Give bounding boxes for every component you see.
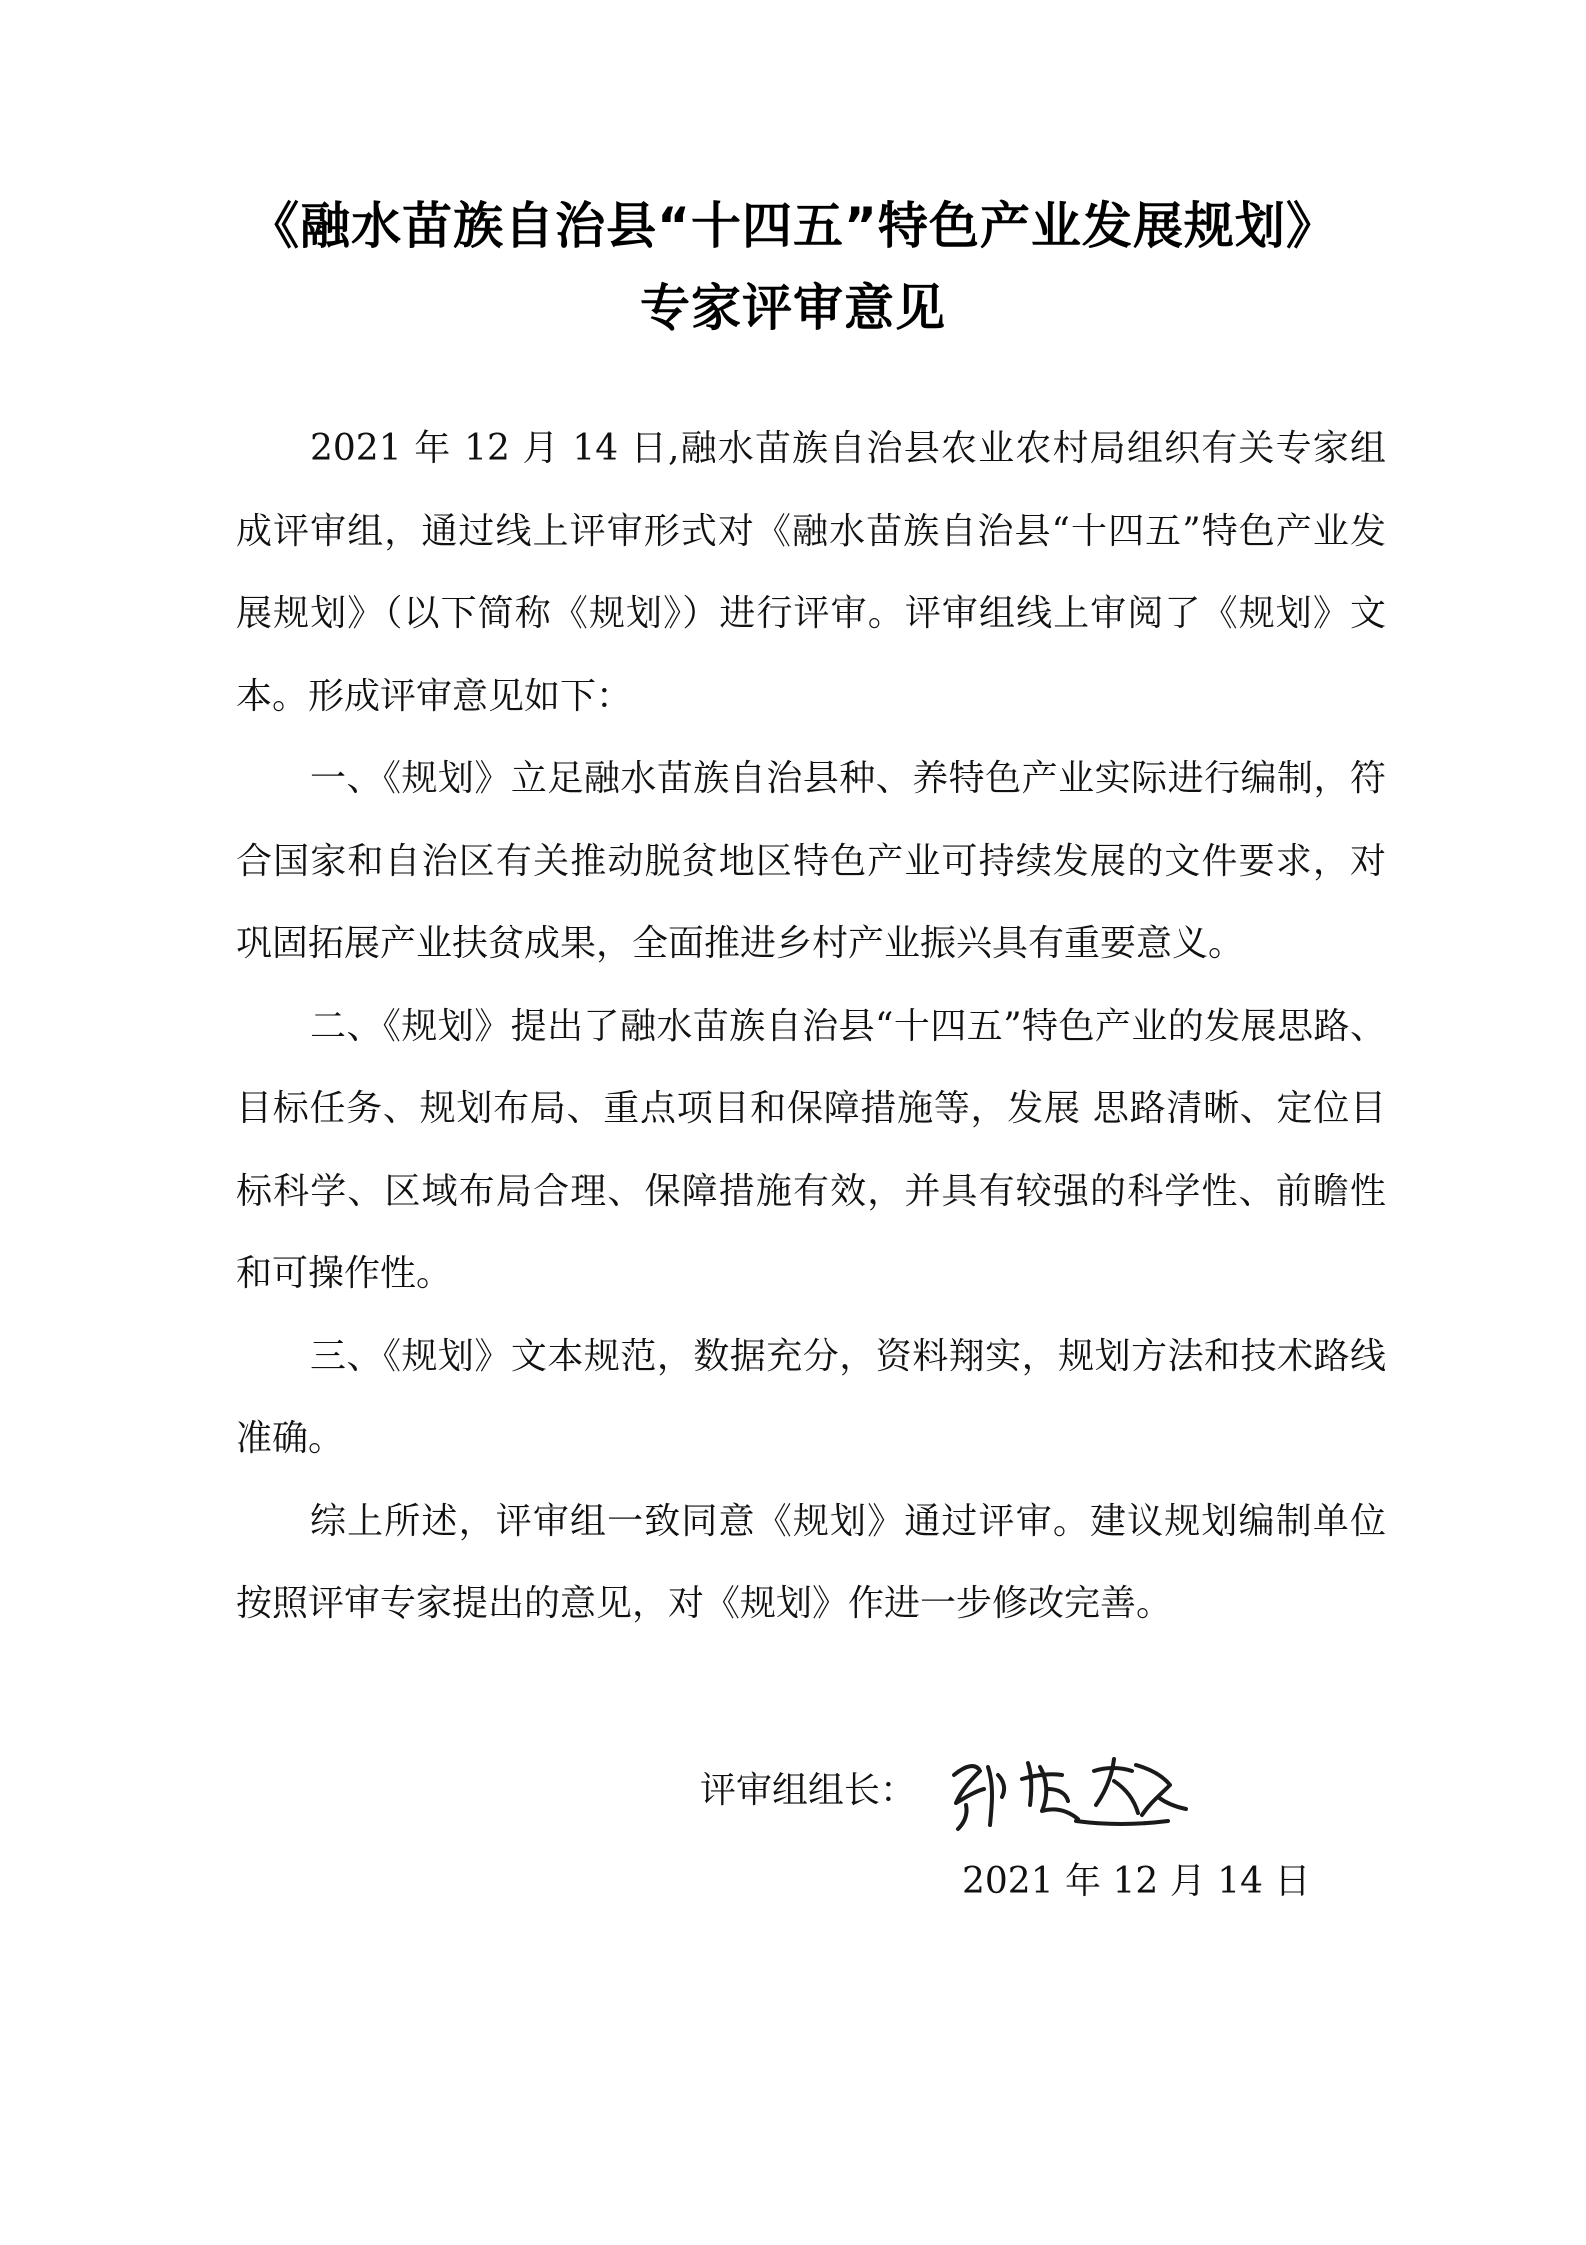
paragraph-opinion-3: 三、《规划》文本规范，数据充分，资料翔实，规划方法和技术路线准确。: [236, 1335, 1386, 1459]
signature-block: [700, 1745, 1260, 1835]
signature-label: 评审组组长：: [700, 1770, 917, 1811]
paragraph-conclusion: 综上所述，评审组一致同意《规划》通过评审。建议规划编制单位按照评审专家提出的意见，对《规划》作进一步修改完善。: [236, 1500, 1386, 1624]
document-date: 2021 年 12 月 14 日: [962, 1861, 1311, 1902]
paragraph-intro: 2021 年 12 月 14 日,融水苗族自治县农业农村局组织有关专家组成评审组，通过线上评审形式对《融水苗族自治县“十四五”特色产业发展规划》（以下简称《规划》）进行评审。评审组线上审阅了《规划》文本。形成评审意见如下：: [236, 428, 1386, 717]
paragraph-opinion-1: 一、《规划》立足融水苗族自治县种、养特色产业实际进行编制，符合国家和自治区有关推动脱贫地区特色产业可持续发展的文件要求，对巩固拓展产业扶贫成果，全面推进乡村产业振兴具有重要意义。: [236, 758, 1386, 964]
paragraph-opinion-2: 二、《规划》提出了融水苗族自治县“十四五”特色产业的发展思路、目标任务、规划布局、重点项目和保障措施等，发展 思路清晰、定位目标科学、区域布局合理、保障措施有效，并具有较强的科学性、前瞻性和可操作性。: [236, 1005, 1386, 1294]
document-title-line-2: 专家评审意见: [640, 279, 946, 337]
document-body: [236, 408, 1386, 1646]
handwritten-signature: [936, 1745, 1196, 1835]
document-title-line-1: 《融水苗族自治县“十四五”特色产业发展规划》: [249, 197, 1337, 255]
